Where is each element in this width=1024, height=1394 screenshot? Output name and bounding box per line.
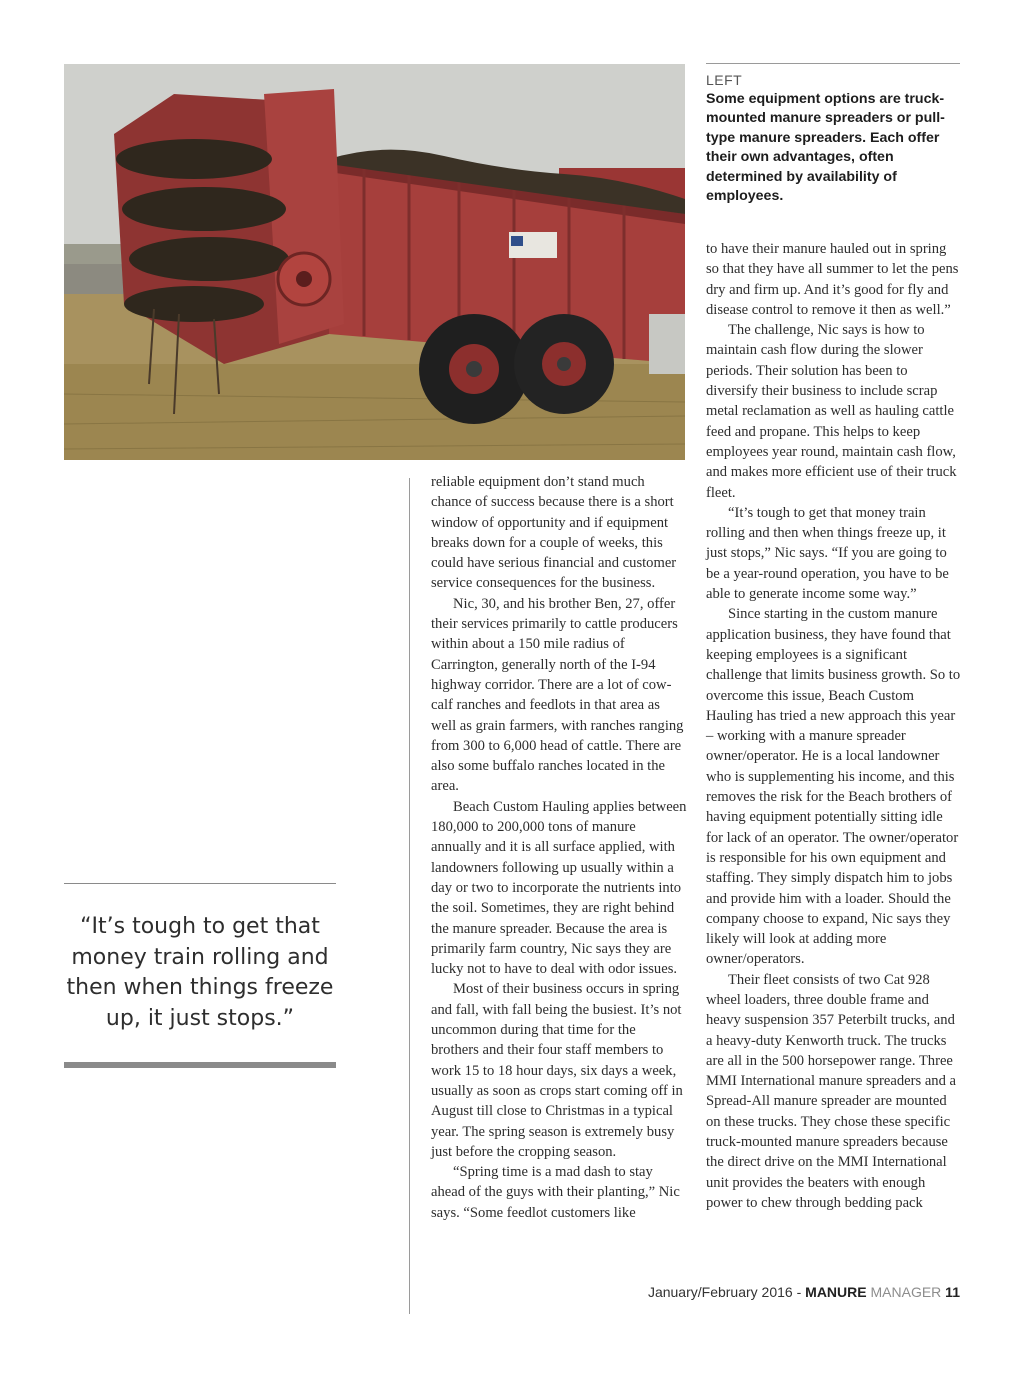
paragraph: Their fleet consists of two Cat 928 wheel loaders, three double frame and heavy suspension 357 Peterbilt trucks, and a heavy-duty Kenworth truck. The trucks are all in the 500 horsepower range. Three MMI International manure spreaders and a Spread-All manure spreader are mounted on these trucks. They chose these specific truck-mounted manure spreaders because the direct drive on the MMI International unit provides the beaters with enough power to chew through bedding pack [706, 971, 957, 1211]
paragraph: to have their manure hauled out in spring so that they have all summer to let the pens dry and firm up. And it’s good for fly and disease control to remove it then as well.” [706, 241, 959, 318]
caption-text: Some equipment options are truck-mounted manure spreaders or pull-type manure spreaders. Each offer their own advantages, often determined by availability of employees. [706, 91, 945, 205]
magazine-name-light: MANAGER [866, 1284, 942, 1300]
page-footer [648, 1284, 960, 1300]
paragraph: “Spring time is a mad dash to stay ahead of the guys with their planting,” Nic says. “Some feedlot customers like [431, 1164, 680, 1221]
page-number: 11 [941, 1284, 960, 1300]
magazine-name-bold: MANURE [805, 1284, 867, 1300]
paragraph: reliable equipment don’t stand much chance of success because there is a short window of opportunity and if equipment breaks down for a couple of weeks, this could have serious financial and customer service consequences for the business. [431, 474, 677, 592]
caption-label: LEFT [706, 72, 743, 88]
pull-quote-bottom-rule [64, 1062, 336, 1068]
paragraph: Nic, 30, and his brother Ben, 27, offer their services primarily to cattle producers within about a 150 mile radius of Carrington, generally north of the I-94 highway corridor. There are a lot of cow-calf ranches and feedlots in that area as well as grain farmers, with ranches ranging from 300 to 6,000 head of cattle. There are also some buffalo ranches located in the area. [431, 595, 684, 795]
pull-quote-top-rule [64, 883, 336, 884]
photo-caption [706, 63, 960, 206]
pull-quote: “It’s tough to get that money train rolling and then when things freeze up, it just stops.” [66, 914, 334, 1031]
body-column-middle [431, 472, 687, 1223]
column-divider [409, 478, 410, 1314]
paragraph: Beach Custom Hauling applies between 180,000 to 200,000 tons of manure annually and it is all surface applied, with landowners following up usually within a day or two to incorporate the nutrients into the soil. Sometimes, they are right behind the manure spreader. Because the area is primarily farm country, Nic says they are lucky not to have to deal with odor issues. [431, 798, 687, 978]
paragraph: The challenge, Nic says is how to maintain cash flow during the slower periods. Their solution has been to diversify their business to include scrap metal reclamation as well as hauling cattle feed and propane. This helps to keep employees year round, maintain cash flow, and makes more efficient use of their truck fleet. [706, 322, 957, 501]
issue-date: January/February 2016 - [647, 1284, 806, 1300]
truck-spreader-photo [64, 64, 685, 460]
paragraph: “It’s tough to get that money train rolling and then when things freeze up, it just stops,” Nic says. “If you are going to be a year-round operation, you have to be able to generate income some way.” [706, 504, 949, 603]
body-column-right [706, 239, 962, 1213]
paragraph: Since starting in the custom manure application business, they have found that keeping employees is a significant challenge that limits business growth. So to overcome this issue, Beach Custom Hauling has tried a new approach this year – working with a manure spreader owner/operator. He is a local landowner who is supplementing his income, and this removes the risk for the Beach brothers of having equipment potentially sitting idle for lack of an operator. The owner/operator is responsible for his own equipment and staffing. They simply dispatch him to jobs and provide him with a loader. Should the company choose to expand, Nic says they likely will look at adding more owner/operators. [706, 606, 961, 968]
paragraph: Most of their business occurs in spring and fall, with fall being the busiest. It’s not uncommon during that time for the brothers and their four staff members to work 15 to 18 hour days, six days a week, usually as soon as crops start coming off in August till close to Christmas in a typical year. The spring season is extremely busy just before the cropping season. [431, 981, 683, 1160]
